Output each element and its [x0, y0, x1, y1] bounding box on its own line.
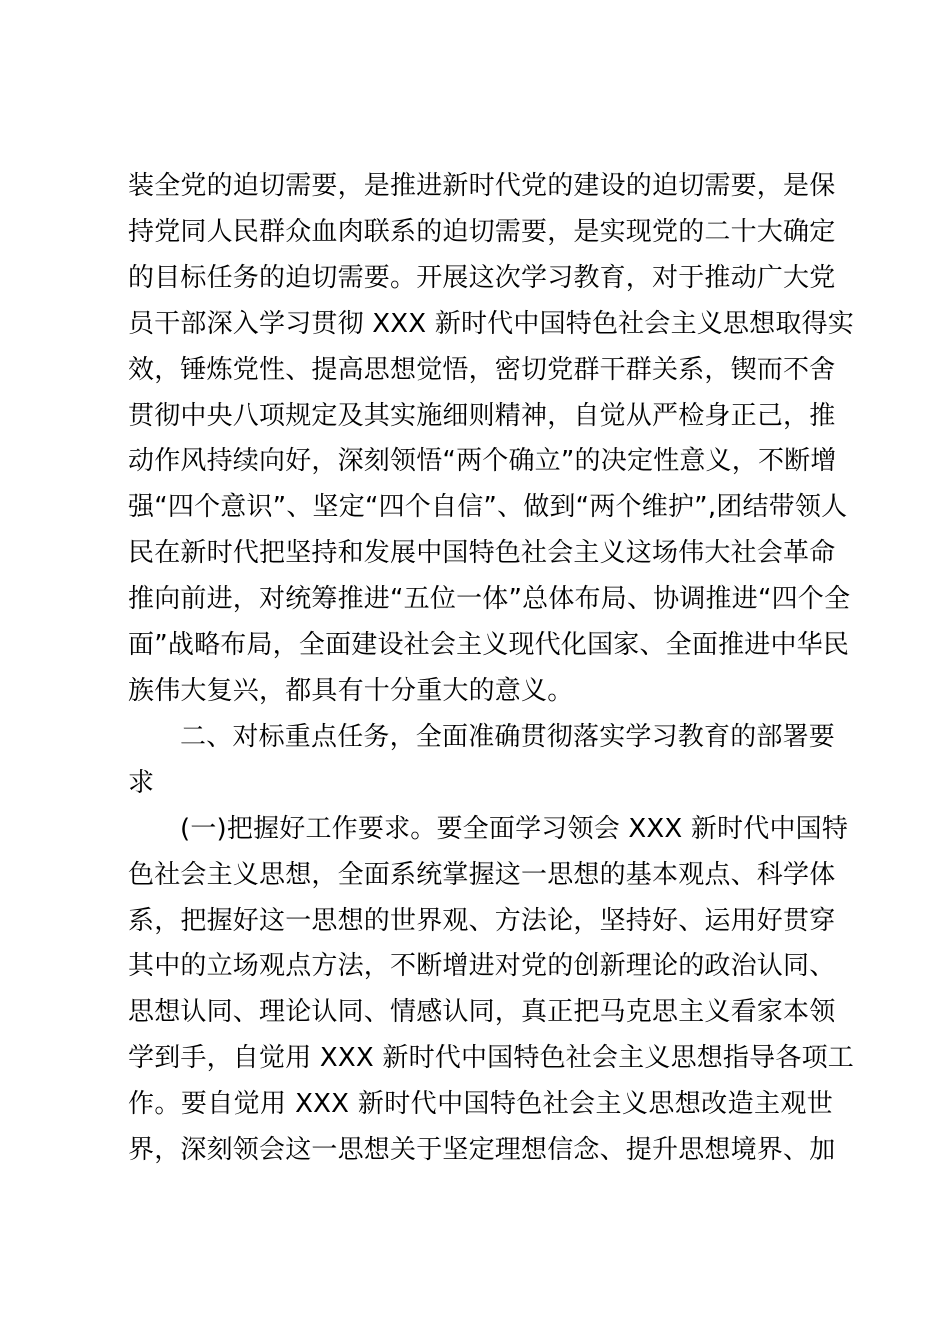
section-heading-line: 求	[128, 767, 155, 798]
paragraph-line: 强“四个意识”、坚定“四个自信”、做到“两个维护”,团结带领人	[128, 492, 848, 523]
paragraph-line: 贯彻中央八项规定及其实施细则精神，自觉从严检身正己，推	[128, 400, 836, 431]
paragraph-line: 作。要自觉用 XXX 新时代中国特色社会主义思想改造主观世	[128, 1089, 833, 1120]
paragraph-line: 民在新时代把坚持和发展中国特色社会主义这场伟大社会革命	[128, 538, 836, 569]
paragraph-line: 员干部深入学习贯彻 XXX 新时代中国特色社会主义思想取得实	[128, 308, 854, 339]
paragraph-line: 系，把握好这一思想的世界观、方法论，坚持好、运用好贯穿	[128, 905, 836, 936]
document-body	[128, 164, 854, 1174]
paragraph-line: 界，深刻领会这一思想关于坚定理想信念、提升思想境界、加	[128, 1135, 836, 1166]
paragraph-line: 面”战略布局，全面建设社会主义现代化国家、全面推进中华民	[128, 630, 850, 661]
paragraph-line: 推向前进，对统筹推进“五位一体”总体布局、协调推进“四个全	[128, 584, 851, 615]
paragraph-line: (一)把握好工作要求。要全面学习领会 XXX 新时代中国特	[180, 813, 849, 844]
paragraph-line: 装全党的迫切需要，是推进新时代党的建设的迫切需要，是保	[128, 171, 836, 201]
paragraph-line: 族伟大复兴，都具有十分重大的意义。	[128, 675, 574, 706]
paragraph-line: 学到手，自觉用 XXX 新时代中国特色社会主义思想指导各项工	[128, 1043, 854, 1074]
paragraph-line: 动作风持续向好，深刻领悟“两个确立”的决定性意义，不断增	[128, 446, 837, 477]
paragraph-line: 持党同人民群众血肉联系的迫切需要，是实现党的二十大确定	[128, 216, 836, 247]
paragraph-line: 其中的立场观点方法，不断增进对党的创新理论的政治认同、	[128, 951, 836, 982]
paragraph-line: 效，锤炼党性、提高思想觉悟，密切党群干群关系，锲而不舍	[128, 354, 836, 385]
paragraph-line: 色社会主义思想，全面系统掌握这一思想的基本观点、科学体	[128, 859, 836, 890]
paragraph-line: 思想认同、理论认同、情感认同，真正把马克思主义看家本领	[128, 997, 836, 1028]
section-heading-line: 二、对标重点任务，全面准确贯彻落实学习教育的部署要	[180, 721, 836, 752]
paragraph-line: 的目标任务的迫切需要。开展这次学习教育，对于推动广大党	[128, 262, 836, 293]
